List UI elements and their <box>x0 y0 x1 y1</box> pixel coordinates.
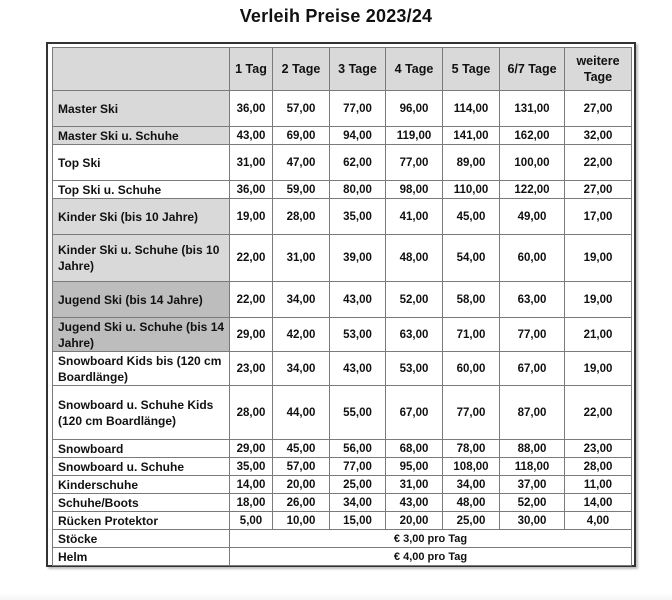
price-cell: 28,00 <box>273 199 330 235</box>
row-label: Kinderschuhe <box>53 476 230 494</box>
price-cell: 69,00 <box>273 127 330 145</box>
price-cell: 108,00 <box>443 458 500 476</box>
row-label: Schuhe/Boots <box>53 494 230 512</box>
price-cell: 77,00 <box>386 145 443 181</box>
table-row <box>53 494 632 512</box>
price-cell: 55,00 <box>330 386 386 440</box>
price-cell: 47,00 <box>273 145 330 181</box>
price-cell: 67,00 <box>386 386 443 440</box>
page-title: Verleih Preise 2023/24 <box>239 6 433 26</box>
price-cell: 77,00 <box>443 386 500 440</box>
price-cell: 39,00 <box>330 235 386 282</box>
price-cell: 5,00 <box>230 512 273 530</box>
price-cell: 34,00 <box>273 282 330 318</box>
header-6-7-tage: 6/7 Tage <box>500 48 565 91</box>
extra-label: Stöcke <box>53 530 230 548</box>
price-cell: 41,00 <box>386 199 443 235</box>
row-label: Master Ski <box>53 91 230 127</box>
price-cell: 28,00 <box>565 458 632 476</box>
price-cell: 78,00 <box>443 440 500 458</box>
row-label: Jugend Ski u. Schuhe (bis 14 Jahre) <box>53 318 230 352</box>
extra-row <box>53 530 632 548</box>
price-cell: 110,00 <box>443 181 500 199</box>
table-row <box>53 440 632 458</box>
price-cell: 27,00 <box>565 91 632 127</box>
row-label: Rücken Protektor <box>53 512 230 530</box>
price-cell: 100,00 <box>500 145 565 181</box>
price-cell: 22,00 <box>565 145 632 181</box>
price-cell: 141,00 <box>443 127 500 145</box>
price-cell: 54,00 <box>443 235 500 282</box>
price-cell: 43,00 <box>386 494 443 512</box>
price-cell: 35,00 <box>330 199 386 235</box>
price-cell: 23,00 <box>565 440 632 458</box>
price-cell: 32,00 <box>565 127 632 145</box>
extra-label: Helm <box>53 548 230 566</box>
price-cell: 63,00 <box>500 282 565 318</box>
row-label: Kinder Ski u. Schuhe (bis 10 Jahre) <box>53 235 230 282</box>
table-row <box>53 145 632 181</box>
price-cell: 45,00 <box>273 440 330 458</box>
table-row <box>53 386 632 440</box>
extra-row <box>53 548 632 566</box>
price-cell: 27,00 <box>565 181 632 199</box>
price-cell: 19,00 <box>230 199 273 235</box>
table-row <box>53 458 632 476</box>
price-cell: 59,00 <box>273 181 330 199</box>
price-table <box>52 47 632 566</box>
price-cell: 25,00 <box>443 512 500 530</box>
table-row <box>53 282 632 318</box>
price-cell: 53,00 <box>386 352 443 386</box>
price-cell: 95,00 <box>386 458 443 476</box>
table-row <box>53 91 632 127</box>
row-label: Kinder Ski (bis 10 Jahre) <box>53 199 230 235</box>
header-4-tage: 4 Tage <box>386 48 443 91</box>
price-cell: 57,00 <box>273 458 330 476</box>
price-cell: 77,00 <box>500 318 565 352</box>
row-label: Snowboard u. Schuhe Kids (120 cm Boardlänge) <box>53 386 230 440</box>
table-row <box>53 181 632 199</box>
header-2-tage: 2 Tage <box>273 48 330 91</box>
price-cell: 52,00 <box>386 282 443 318</box>
price-cell: 131,00 <box>500 91 565 127</box>
table-row <box>53 199 632 235</box>
table-row <box>53 235 632 282</box>
price-cell: 62,00 <box>330 145 386 181</box>
price-cell: 26,00 <box>273 494 330 512</box>
price-cell: 80,00 <box>330 181 386 199</box>
header-5-tage: 5 Tage <box>443 48 500 91</box>
table-header-row <box>53 48 632 91</box>
price-cell: 19,00 <box>565 282 632 318</box>
row-label: Top Ski u. Schuhe <box>53 181 230 199</box>
row-label: Snowboard <box>53 440 230 458</box>
table-row <box>53 352 632 386</box>
price-cell: 118,00 <box>500 458 565 476</box>
price-cell: 58,00 <box>443 282 500 318</box>
row-label: Snowboard u. Schuhe <box>53 458 230 476</box>
price-cell: 30,00 <box>500 512 565 530</box>
price-cell: 34,00 <box>443 476 500 494</box>
table-row <box>53 318 632 352</box>
price-cell: 114,00 <box>443 91 500 127</box>
price-cell: 37,00 <box>500 476 565 494</box>
header-weitere-tage: weitere Tage <box>565 48 632 91</box>
price-cell: 67,00 <box>500 352 565 386</box>
price-cell: 21,00 <box>565 318 632 352</box>
price-cell: 20,00 <box>386 512 443 530</box>
price-cell: 77,00 <box>330 458 386 476</box>
row-label: Snowboard Kids bis (120 cm Boardlänge) <box>53 352 230 386</box>
price-cell: 89,00 <box>443 145 500 181</box>
price-cell: 57,00 <box>273 91 330 127</box>
price-cell: 42,00 <box>273 318 330 352</box>
price-cell: 22,00 <box>230 282 273 318</box>
table-row <box>53 476 632 494</box>
row-label: Master Ski u. Schuhe <box>53 127 230 145</box>
header-empty-cell <box>53 48 230 91</box>
price-cell: 34,00 <box>273 352 330 386</box>
price-cell: 29,00 <box>230 440 273 458</box>
header-3-tage: 3 Tage <box>330 48 386 91</box>
price-cell: 48,00 <box>386 235 443 282</box>
price-cell: 96,00 <box>386 91 443 127</box>
price-cell: 23,00 <box>230 352 273 386</box>
price-cell: 34,00 <box>330 494 386 512</box>
price-cell: 15,00 <box>330 512 386 530</box>
price-cell: 28,00 <box>230 386 273 440</box>
header-1-tag: 1 Tag <box>230 48 273 91</box>
price-cell: 88,00 <box>500 440 565 458</box>
price-cell: 43,00 <box>330 352 386 386</box>
price-cell: 162,00 <box>500 127 565 145</box>
extra-price: € 3,00 pro Tag <box>230 530 632 548</box>
price-cell: 18,00 <box>230 494 273 512</box>
price-cell: 29,00 <box>230 318 273 352</box>
price-cell: 60,00 <box>500 235 565 282</box>
price-cell: 10,00 <box>273 512 330 530</box>
price-cell: 4,00 <box>565 512 632 530</box>
price-cell: 36,00 <box>230 181 273 199</box>
price-cell: 25,00 <box>330 476 386 494</box>
price-cell: 87,00 <box>500 386 565 440</box>
row-label: Top Ski <box>53 145 230 181</box>
footer-faded-text <box>0 593 672 600</box>
table-row <box>53 127 632 145</box>
price-cell: 31,00 <box>273 235 330 282</box>
price-cell: 35,00 <box>230 458 273 476</box>
table-row <box>53 512 632 530</box>
extra-price: € 4,00 pro Tag <box>230 548 632 566</box>
price-cell: 53,00 <box>330 318 386 352</box>
price-cell: 45,00 <box>443 199 500 235</box>
price-cell: 77,00 <box>330 91 386 127</box>
price-cell: 31,00 <box>230 145 273 181</box>
price-cell: 17,00 <box>565 199 632 235</box>
price-cell: 122,00 <box>500 181 565 199</box>
price-cell: 31,00 <box>386 476 443 494</box>
price-cell: 48,00 <box>443 494 500 512</box>
price-cell: 19,00 <box>565 235 632 282</box>
price-cell: 68,00 <box>386 440 443 458</box>
price-cell: 52,00 <box>500 494 565 512</box>
price-cell: 22,00 <box>230 235 273 282</box>
price-cell: 98,00 <box>386 181 443 199</box>
price-cell: 94,00 <box>330 127 386 145</box>
price-cell: 11,00 <box>565 476 632 494</box>
price-table-frame <box>46 42 636 567</box>
price-cell: 43,00 <box>230 127 273 145</box>
price-cell: 56,00 <box>330 440 386 458</box>
row-label: Jugend Ski (bis 14 Jahre) <box>53 282 230 318</box>
price-cell: 20,00 <box>273 476 330 494</box>
price-cell: 14,00 <box>565 494 632 512</box>
price-cell: 19,00 <box>565 352 632 386</box>
price-cell: 63,00 <box>386 318 443 352</box>
price-cell: 43,00 <box>330 282 386 318</box>
price-cell: 14,00 <box>230 476 273 494</box>
price-cell: 36,00 <box>230 91 273 127</box>
price-cell: 60,00 <box>443 352 500 386</box>
price-cell: 22,00 <box>565 386 632 440</box>
price-cell: 119,00 <box>386 127 443 145</box>
price-cell: 71,00 <box>443 318 500 352</box>
price-cell: 49,00 <box>500 199 565 235</box>
price-cell: 44,00 <box>273 386 330 440</box>
